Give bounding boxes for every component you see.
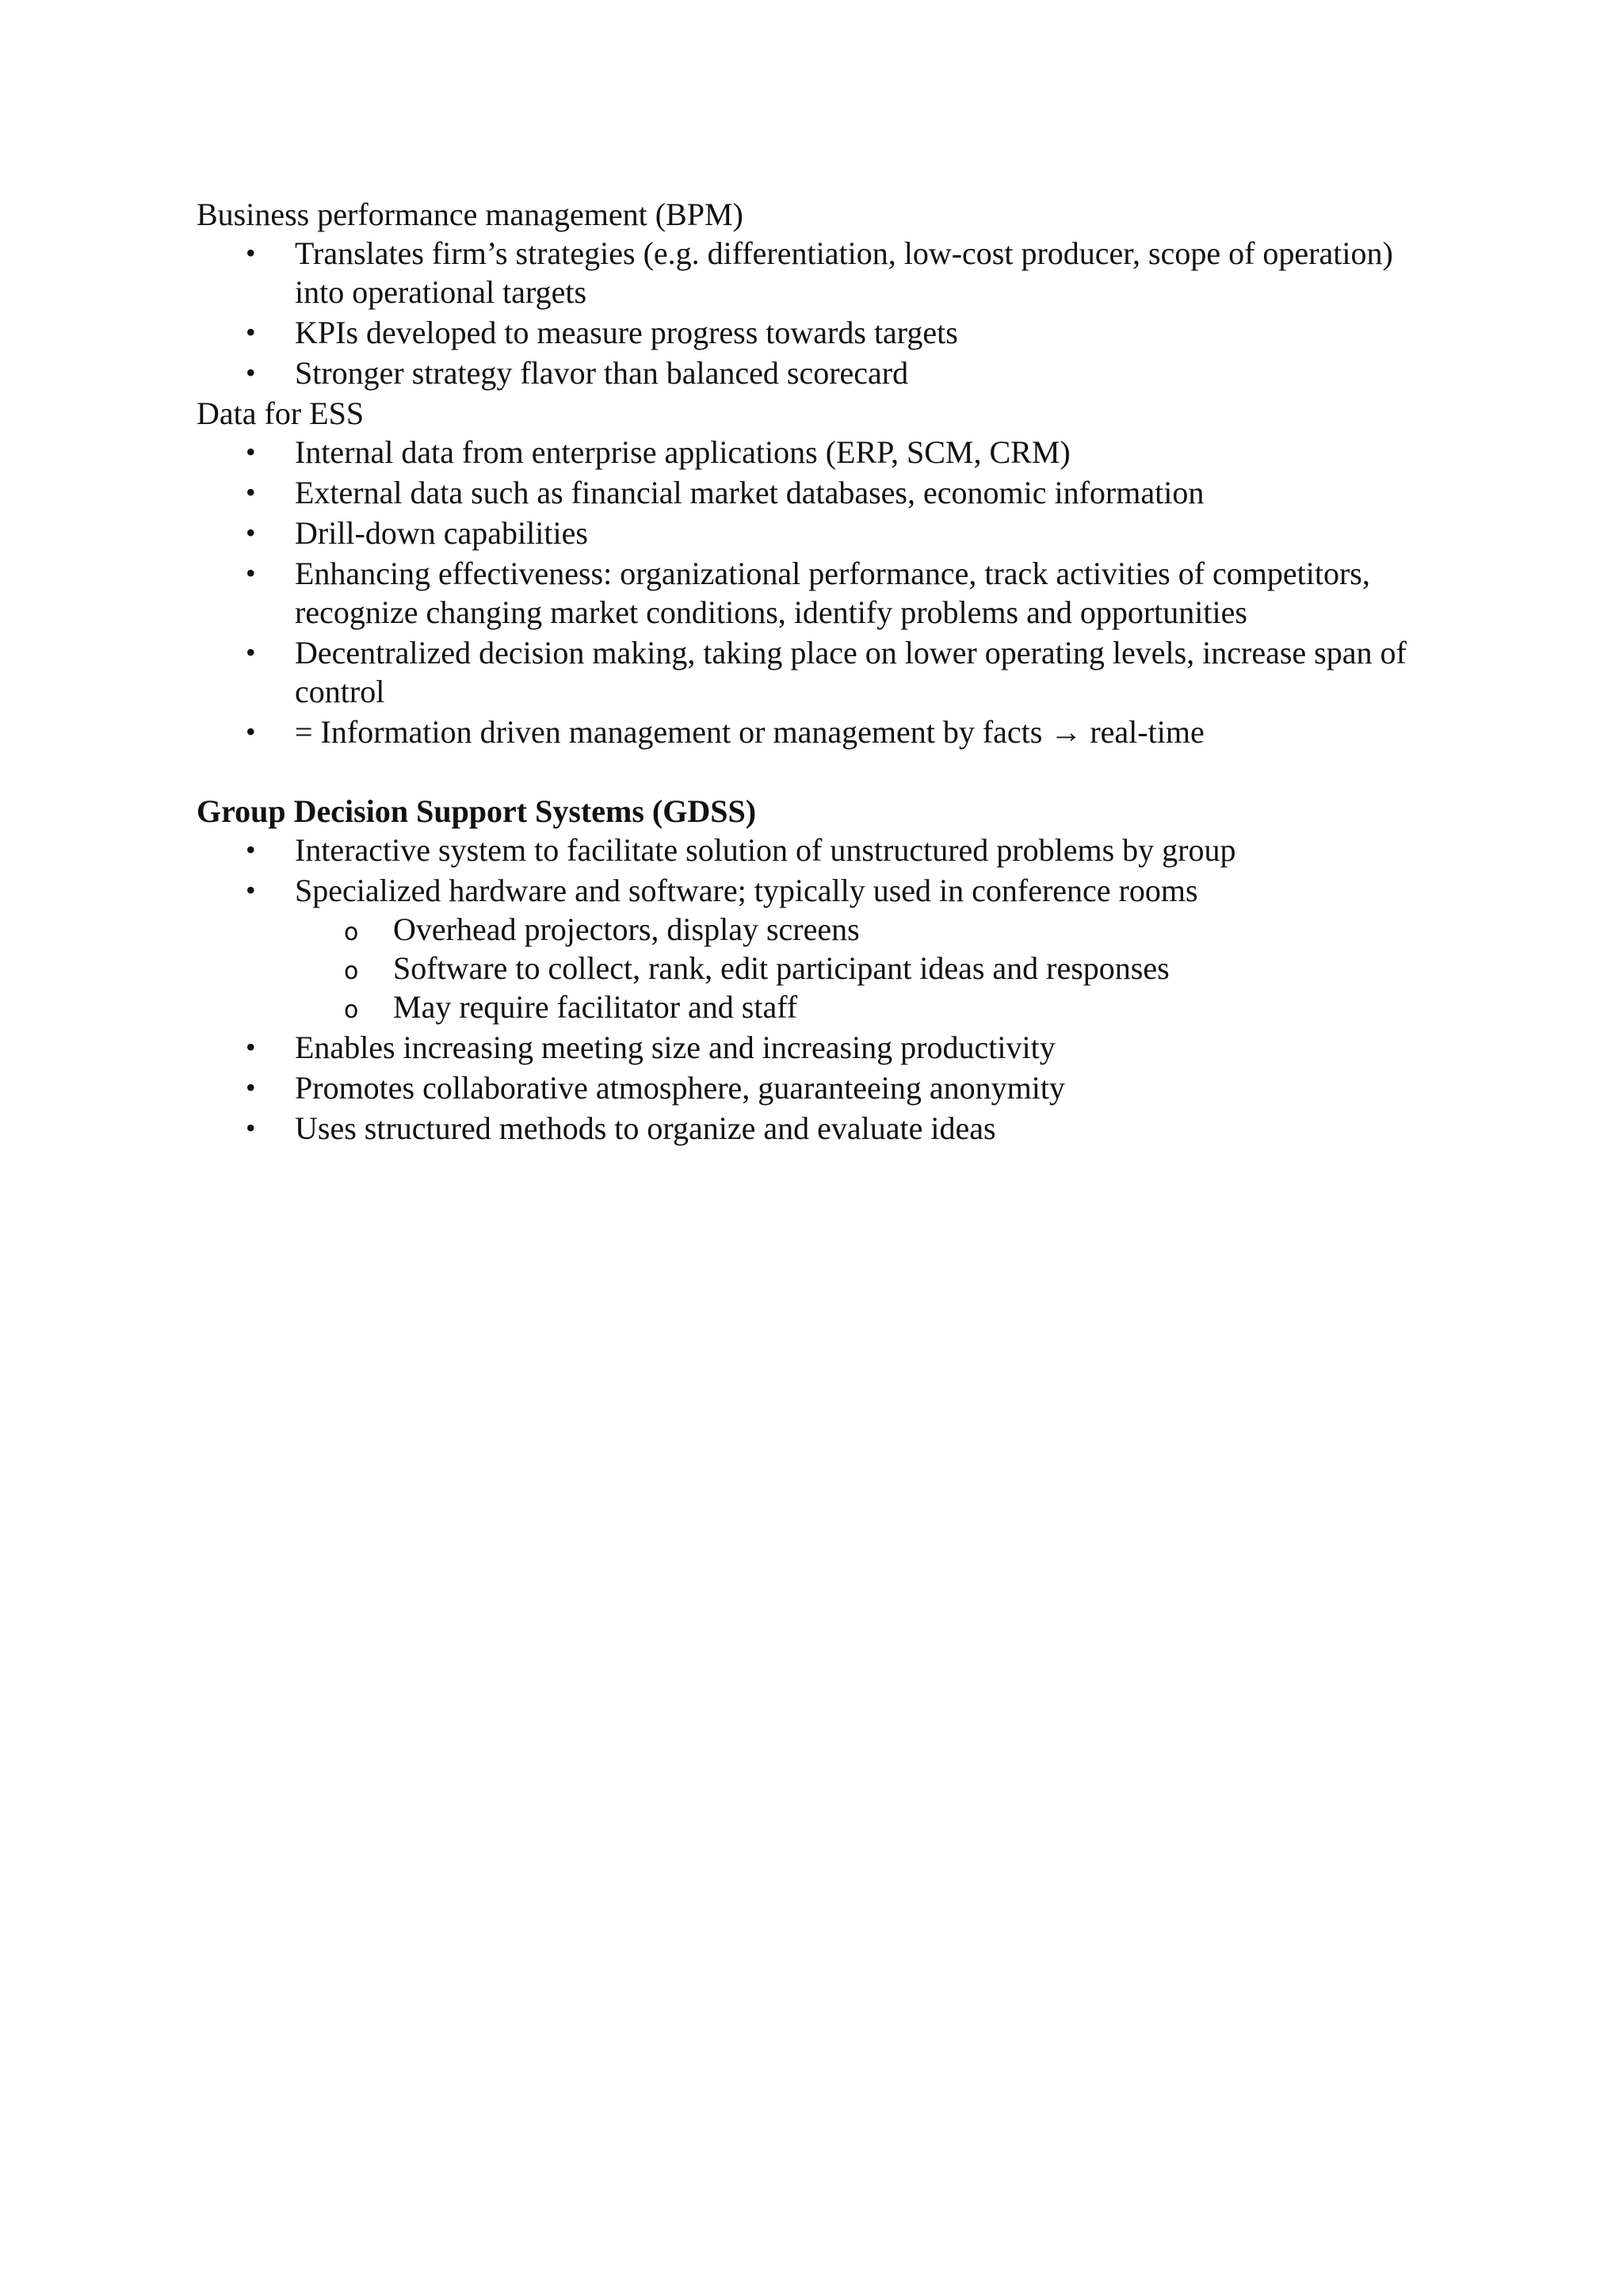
list-item: • Translates firm’s strategies (e.g. differentiation, low-cost producer, scope of operation) into operational targets [246, 235, 1393, 310]
list-item: • = Information driven management or management by facts → real-time [246, 714, 1205, 750]
list-item: • Enhancing effectiveness: organizational performance, track activities of competitors, recognize changing market conditions, identify problems and opportunities [246, 556, 1370, 630]
document-body [197, 195, 1433, 1149]
gdss-sub-list [295, 910, 1433, 1026]
bullet-marker: • [246, 316, 256, 348]
bullet-marker: • [246, 517, 256, 548]
sub-list-item: o May require facilitator and staff [393, 988, 1433, 1026]
bullet-marker: • [246, 1112, 256, 1144]
gdss-list [197, 831, 1433, 1148]
list-item: • Drill-down capabilities [246, 515, 588, 551]
list-item: • Specialized hardware and software; typically used in conference rooms o Overhead projectors, display screens o Software to collect, rank, edit participant ideas and responses o May require facilitator and staff [295, 871, 1433, 1026]
list-item: • Promotes collaborative atmosphere, guaranteeing anonymity [246, 1070, 1065, 1106]
bullet-marker: • [246, 636, 256, 668]
sub-bullet-marker: o [344, 996, 359, 1024]
list-item: • Enables increasing meeting size and increasing productivity [246, 1030, 1056, 1065]
bullet-marker: • [246, 436, 256, 468]
section-heading-data-ess: Data for ESS [197, 395, 365, 431]
bpm-list [197, 234, 1433, 392]
sub-bullet-marker: o [344, 957, 359, 985]
sub-list-item: o Software to collect, rank, edit participant ideas and responses [393, 949, 1433, 988]
bullet-marker: • [246, 1031, 256, 1063]
section-heading-gdss: Group Decision Support Systems (GDSS) [197, 793, 757, 829]
bullet-marker: • [246, 874, 256, 906]
list-item: • Stronger strategy flavor than balanced scorecard [246, 355, 909, 391]
section-spacer [197, 753, 1433, 792]
list-item: • KPIs developed to measure progress towards targets [246, 315, 958, 350]
list-item: • Decentralized decision making, taking place on lower operating levels, increase span of control [246, 635, 1407, 709]
list-item: • Interactive system to facilitate solution of unstructured problems by group [246, 832, 1236, 868]
bullet-marker: • [246, 476, 256, 508]
bullet-marker: • [246, 716, 256, 747]
list-item: • Uses structured methods to organize and evaluate ideas [246, 1110, 996, 1146]
bullet-marker: • [246, 1072, 256, 1103]
bullet-marker: • [246, 237, 256, 269]
list-item: • Internal data from enterprise applications (ERP, SCM, CRM) [246, 434, 1071, 470]
data-ess-list [197, 433, 1433, 751]
sub-list-item: o Overhead projectors, display screens [393, 910, 1433, 949]
bullet-marker: • [246, 834, 256, 865]
list-item: • External data such as financial market databases, economic information [246, 475, 1205, 510]
bullet-marker: • [246, 557, 256, 589]
section-heading-bpm: Business performance management (BPM) [197, 197, 743, 232]
sub-bullet-marker: o [344, 919, 359, 946]
bullet-marker: • [246, 357, 256, 388]
